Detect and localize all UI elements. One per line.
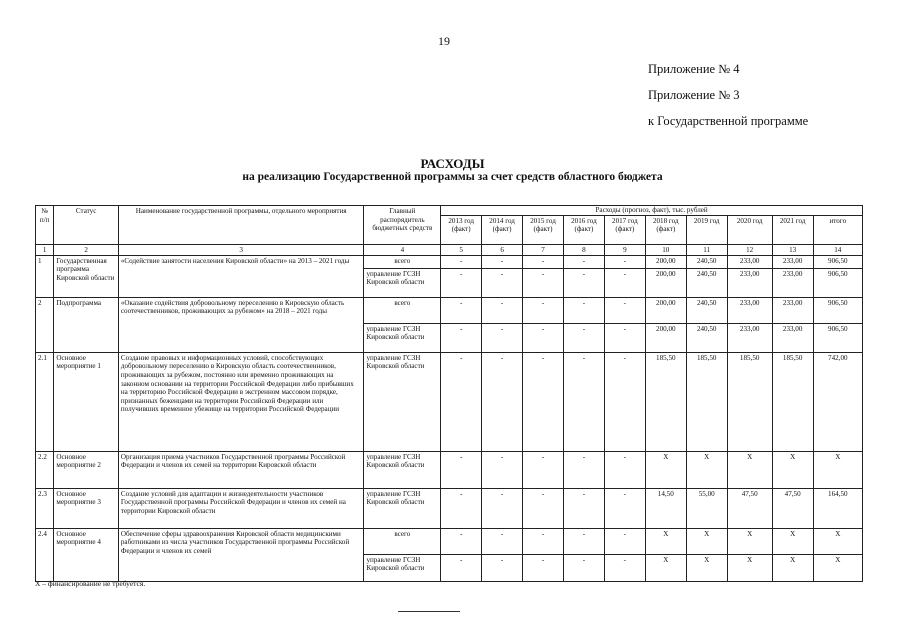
column-number: 5 xyxy=(441,244,482,255)
value-cell: 200,00 xyxy=(645,323,686,352)
table-row xyxy=(36,352,863,451)
value-cell: X xyxy=(686,554,727,581)
value-cell: - xyxy=(441,323,482,352)
column-number-row xyxy=(36,244,863,255)
value-cell: - xyxy=(604,352,645,451)
manager-cell: управление ГСЗН Кировской области xyxy=(364,554,441,581)
value-cell: - xyxy=(563,554,604,581)
value-cell: - xyxy=(482,352,523,451)
status-cell: Подпрограмма xyxy=(54,297,118,352)
value-cell: X xyxy=(727,451,772,488)
value-cell: - xyxy=(604,297,645,323)
value-cell: X xyxy=(813,451,862,488)
manager-cell: управление ГСЗН Кировской области xyxy=(364,352,441,451)
column-number: 7 xyxy=(523,244,564,255)
value-cell: - xyxy=(441,451,482,488)
column-number: 1 xyxy=(36,244,54,255)
value-cell: - xyxy=(563,268,604,297)
value-cell: 240,50 xyxy=(686,297,727,323)
value-cell: - xyxy=(441,255,482,268)
header-year: 2020 год xyxy=(727,215,772,244)
program-name-cell: Организация приема участников Государственной программы Российской Федерации и членов их семей на территории Кировской области xyxy=(118,451,364,488)
value-cell: 185,50 xyxy=(645,352,686,451)
value-cell: 47,50 xyxy=(772,488,813,528)
value-cell: - xyxy=(604,528,645,554)
header-name: Наименование государственной программы, отдельного мероприятия xyxy=(118,206,364,245)
value-cell: 200,00 xyxy=(645,255,686,268)
table-row xyxy=(36,528,863,554)
header-year: 2021 год xyxy=(772,215,813,244)
column-number: 2 xyxy=(54,244,118,255)
value-cell: - xyxy=(523,451,564,488)
value-cell: - xyxy=(482,451,523,488)
header-status: Статус xyxy=(54,206,118,245)
value-cell: 233,00 xyxy=(727,255,772,268)
value-cell: - xyxy=(604,554,645,581)
header-year: 2014 год (факт) xyxy=(482,215,523,244)
column-number: 8 xyxy=(563,244,604,255)
value-cell: - xyxy=(441,554,482,581)
column-number: 11 xyxy=(686,244,727,255)
value-cell: - xyxy=(482,528,523,554)
value-cell: X xyxy=(686,451,727,488)
value-cell: - xyxy=(441,297,482,323)
value-cell: - xyxy=(563,352,604,451)
value-cell: - xyxy=(604,255,645,268)
header-manager: Главный распорядитель бюджетных средств xyxy=(364,206,441,245)
header-year: 2017 год (факт) xyxy=(604,215,645,244)
value-cell: - xyxy=(523,488,564,528)
value-cell: 233,00 xyxy=(772,255,813,268)
header-year: 2018 год (факт) xyxy=(645,215,686,244)
table-row xyxy=(36,297,863,323)
manager-cell: всего xyxy=(364,297,441,323)
value-cell: X xyxy=(772,451,813,488)
program-name-cell: Обеспечение сферы здравоохранения Кировской области медицинскими работниками из числа участников Государственной программы Российской Федерации и членов их семей xyxy=(118,528,364,581)
header-year: 2016 год (факт) xyxy=(563,215,604,244)
status-cell: Государственная программа Кировской области xyxy=(54,255,118,297)
value-cell: - xyxy=(563,255,604,268)
table-row xyxy=(36,451,863,488)
program-name-cell: Создание правовых и информационных условий, способствующих добровольному переселению в Кировскую область соотечественников, проживающих за рубежом, постоянно или временно проживающих на законном основании на территории Российской Федерации либо прибывших на территорию Российской Федерации в экстренном массовом порядке, признанных беженцами на территории Российской Федерации или получивших временное убежище на территории Российской Федерации xyxy=(118,352,364,451)
row-number-cell: 2.3 xyxy=(36,488,54,528)
column-number: 3 xyxy=(118,244,364,255)
row-number-cell: 1 xyxy=(36,255,54,297)
value-cell: X xyxy=(645,554,686,581)
value-cell: 185,50 xyxy=(727,352,772,451)
value-cell: X xyxy=(813,554,862,581)
row-number-cell: 2.1 xyxy=(36,352,54,451)
value-cell: - xyxy=(563,297,604,323)
value-cell: - xyxy=(441,488,482,528)
column-number: 13 xyxy=(772,244,813,255)
value-cell: - xyxy=(523,297,564,323)
value-cell: - xyxy=(441,528,482,554)
value-cell: 906,50 xyxy=(813,268,862,297)
value-cell: - xyxy=(604,268,645,297)
status-cell: Основное мероприятие 1 xyxy=(54,352,118,451)
expenses-table xyxy=(35,205,863,582)
page-number: 19 xyxy=(438,34,450,48)
status-cell: Основное мероприятие 3 xyxy=(54,488,118,528)
value-cell: - xyxy=(604,451,645,488)
value-cell: 164,50 xyxy=(813,488,862,528)
row-number-cell: 2 xyxy=(36,297,54,352)
column-number: 12 xyxy=(727,244,772,255)
manager-cell: управление ГСЗН Кировской области xyxy=(364,268,441,297)
program-name-cell: Создание условий для адаптации и жизнедеятельности участников Государственной программы Российской Федерации и членов их семей на территории Кировской области xyxy=(118,488,364,528)
column-number: 6 xyxy=(482,244,523,255)
header-num: № п/п xyxy=(36,206,54,245)
value-cell: - xyxy=(523,554,564,581)
value-cell: 185,50 xyxy=(686,352,727,451)
header-expenses: Расходы (прогноз, факт), тыс. рублей xyxy=(441,206,863,216)
value-cell: - xyxy=(604,323,645,352)
value-cell: X xyxy=(645,451,686,488)
column-number: 10 xyxy=(645,244,686,255)
value-cell: - xyxy=(482,554,523,581)
value-cell: X xyxy=(727,554,772,581)
value-cell: - xyxy=(604,488,645,528)
manager-cell: управление ГСЗН Кировской области xyxy=(364,451,441,488)
document-subtitle: на реализацию Государственной программы за счет средств областного бюджета xyxy=(242,171,663,183)
value-cell: - xyxy=(441,268,482,297)
value-cell: - xyxy=(563,323,604,352)
value-cell: - xyxy=(482,488,523,528)
value-cell: 233,00 xyxy=(727,323,772,352)
row-number-cell: 2.4 xyxy=(36,528,54,581)
value-cell: 200,00 xyxy=(645,297,686,323)
value-cell: 233,00 xyxy=(772,268,813,297)
value-cell: 240,50 xyxy=(686,268,727,297)
value-cell: - xyxy=(482,297,523,323)
column-number: 4 xyxy=(364,244,441,255)
header-total: итого xyxy=(813,215,862,244)
value-cell: 233,00 xyxy=(772,297,813,323)
value-cell: - xyxy=(523,268,564,297)
appendix-line-1: Приложение № 4 xyxy=(648,62,740,76)
value-cell: - xyxy=(482,323,523,352)
value-cell: X xyxy=(772,554,813,581)
footer-divider xyxy=(398,611,460,612)
appendix-line-2: Приложение № 3 xyxy=(648,88,740,102)
value-cell: X xyxy=(645,528,686,554)
value-cell: 233,00 xyxy=(727,268,772,297)
manager-cell: управление ГСЗН Кировской области xyxy=(364,323,441,352)
row-number-cell: 2.2 xyxy=(36,451,54,488)
value-cell: 55,00 xyxy=(686,488,727,528)
value-cell: - xyxy=(563,528,604,554)
program-name-cell: «Содействие занятости населения Кировской области» на 2013 – 2021 годы xyxy=(118,255,364,297)
value-cell: 906,50 xyxy=(813,297,862,323)
value-cell: - xyxy=(563,488,604,528)
value-cell: - xyxy=(482,255,523,268)
value-cell: 906,50 xyxy=(813,255,862,268)
value-cell: 233,00 xyxy=(772,323,813,352)
table-row xyxy=(36,488,863,528)
value-cell: - xyxy=(482,268,523,297)
value-cell: 185,50 xyxy=(772,352,813,451)
value-cell: 200,00 xyxy=(645,268,686,297)
program-name-cell: «Оказание содействия добровольному переселению в Кировскую область соотечественников, проживающих за рубежом» на 2018 – 2021 годы xyxy=(118,297,364,352)
table-row xyxy=(36,255,863,268)
manager-cell: управление ГСЗН Кировской области xyxy=(364,488,441,528)
value-cell: - xyxy=(523,352,564,451)
value-cell: - xyxy=(523,323,564,352)
footnote: Х – финансирование не требуется. xyxy=(35,579,146,588)
value-cell: - xyxy=(563,451,604,488)
value-cell: - xyxy=(523,528,564,554)
manager-cell: всего xyxy=(364,528,441,554)
value-cell: 742,00 xyxy=(813,352,862,451)
value-cell: - xyxy=(441,352,482,451)
value-cell: 14,50 xyxy=(645,488,686,528)
value-cell: 240,50 xyxy=(686,323,727,352)
column-number: 9 xyxy=(604,244,645,255)
status-cell: Основное мероприятие 4 xyxy=(54,528,118,581)
value-cell: 233,00 xyxy=(727,297,772,323)
value-cell: X xyxy=(686,528,727,554)
document-title: РАСХОДЫ xyxy=(420,156,485,171)
status-cell: Основное мероприятие 2 xyxy=(54,451,118,488)
header-year: 2013 год (факт) xyxy=(441,215,482,244)
manager-cell: всего xyxy=(364,255,441,268)
value-cell: - xyxy=(523,255,564,268)
header-year: 2019 год xyxy=(686,215,727,244)
value-cell: X xyxy=(727,528,772,554)
value-cell: 240,50 xyxy=(686,255,727,268)
header-year: 2015 год (факт) xyxy=(523,215,564,244)
value-cell: 906,50 xyxy=(813,323,862,352)
column-number: 14 xyxy=(813,244,862,255)
appendix-line-3: к Государственной программе xyxy=(648,114,809,128)
value-cell: X xyxy=(772,528,813,554)
value-cell: 47,50 xyxy=(727,488,772,528)
header-row-1 xyxy=(36,206,863,216)
value-cell: X xyxy=(813,528,862,554)
